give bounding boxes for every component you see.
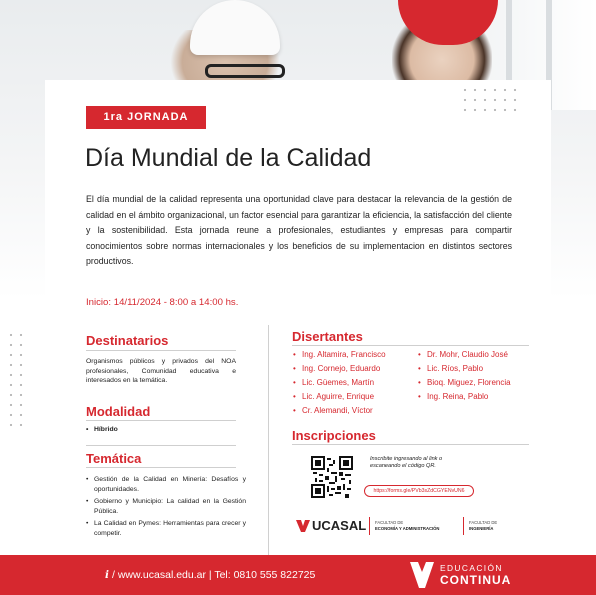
divider	[292, 444, 529, 445]
white-helmet	[190, 0, 280, 55]
disertantes-heading: Disertantes	[292, 329, 363, 344]
contact-text[interactable]: / www.ucasal.edu.ar | Tel: 0810 555 822725	[112, 569, 316, 581]
brand-top: EDUCACIÓN	[440, 563, 503, 573]
event-description: El día mundial de la calidad representa una oportunidad clave para destacar la relevancia de la gestión de calidad en el ámbito organizacional, un factor esencial para garantizar la eficiencia, la satisfacción del cliente y la sostenibilidad. Esta jornada reune a profesionales, estudiantes y empresas para compartir conocimientos sobre normas internacionales y los beneficios de su implementacion en distintos sectores productivos.	[86, 194, 512, 266]
destinatarios-text: Organismos públicos y privados del NOA profesionales, Comunidad educativa e interesados en la temática.	[86, 358, 236, 385]
educacion-continua-logo-icon	[410, 562, 434, 588]
faculty-ingenieria: FACULTAD DE INGENIERÍA	[469, 520, 498, 531]
qr-instructions: Inscribite ingresando al link o escaneando el código QR.	[370, 456, 443, 469]
speaker-item: • Ing. Cornejo, Eduardo	[293, 362, 386, 376]
institution-logos	[296, 517, 526, 537]
glasses	[205, 64, 285, 78]
speaker-item: • Lic. Aguirre, Enrique	[293, 390, 386, 404]
speaker-item: • Bioq. Miguez, Florencia	[418, 376, 511, 390]
speakers-left	[293, 348, 386, 418]
info-icon: i	[105, 569, 109, 581]
divider	[86, 420, 236, 421]
modalidad-heading: Modalidad	[86, 404, 151, 419]
ucasal-logo-icon	[296, 519, 310, 533]
event-date: Inicio: 14/11/2024 - 8:00 a 14:00 hs.	[86, 297, 239, 308]
divider	[292, 345, 529, 346]
jornada-badge: 1ra JORNADA	[86, 106, 206, 129]
faculty-economia: FACULTAD DE ECONOMÍA Y ADMINISTRACIÓN	[375, 520, 440, 531]
dot-pattern-left-2	[6, 380, 26, 430]
footer-contact	[105, 569, 315, 581]
logo-separator	[369, 517, 370, 535]
logo-separator	[463, 517, 464, 535]
speaker-item: • Cr. Alemandi, Víctor	[293, 404, 386, 418]
speaker-item: • Lic. Ríos, Pablo	[418, 362, 511, 376]
ucasal-name: UCASAL	[312, 518, 367, 533]
speakers-right	[418, 348, 511, 404]
modalidad-value: • Híbrido	[86, 425, 236, 435]
tematica-list	[86, 475, 246, 542]
divider	[86, 350, 236, 351]
list-item: • La Calidad en Pymes: Herramientas para crecer y competir.	[86, 519, 246, 538]
qr-code-icon[interactable]	[311, 456, 353, 498]
destinatarios-heading: Destinatarios	[86, 333, 169, 348]
dot-pattern-left	[6, 330, 26, 380]
footer-bar	[0, 555, 596, 595]
speaker-item: • Ing. Reina, Pablo	[418, 390, 511, 404]
page-title: Día Mundial de la Calidad	[85, 144, 372, 172]
brand-bottom: CONTINUA	[440, 573, 512, 587]
tematica-heading: Temática	[86, 451, 142, 466]
modalidad-list	[86, 425, 236, 438]
inscripciones-heading: Inscripciones	[292, 428, 376, 443]
list-item: • Gestión de la Calidad en Minería: Desafíos y oportunidades.	[86, 475, 246, 494]
dot-pattern-top-right	[460, 85, 520, 115]
list-item: • Gobierno y Municipio: La calidad en la Gestión Pública.	[86, 497, 246, 516]
speaker-item: • Dr. Mohr, Claudio José	[418, 348, 511, 362]
speaker-item: • Ing. Altamira, Francisco	[293, 348, 386, 362]
divider	[86, 445, 236, 446]
column-divider	[268, 325, 269, 555]
speaker-item: • Lic. Güemes, Martín	[293, 376, 386, 390]
divider	[86, 467, 236, 468]
registration-link[interactable]: https://forms.gle/PVb3sZdCGYENvUN6	[364, 485, 474, 497]
